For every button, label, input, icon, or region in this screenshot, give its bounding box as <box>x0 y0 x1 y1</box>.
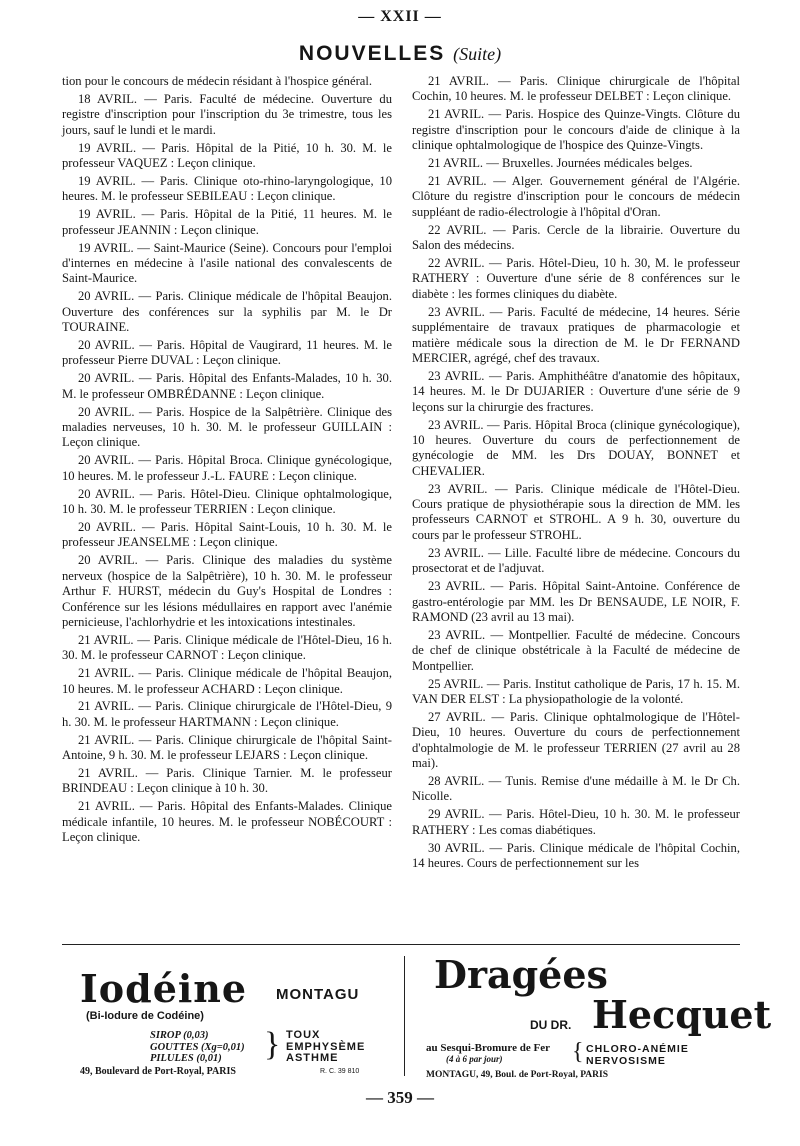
news-entry: 22 AVRIL. — Paris. Hôtel-Dieu, 10 h. 30, M. le professeur RATHERY : Ouverture d'une série de 8 conférences sur le diabète : les formes cliniques du diabète. <box>412 255 740 301</box>
news-entry: 23 AVRIL. — Paris. Hôpital Saint-Antoine. Conférence de gastro-entérologie par MM. les Dr BENSAUDE, LE NOIR, F. RAMOND (23 avril au 13 mai). <box>412 579 740 624</box>
news-entry: 20 AVRIL. — Paris. Hôpital Broca. Clinique gynécologique, 10 heures. M. le professeur J.-L. FAURE : Leçon clinique. <box>62 453 392 483</box>
news-entry: 20 AVRIL. — Paris. Hôpital des Enfants-Malades, 10 h. 30. M. le professeur OMBRÉDANNE : Leçon clinique. <box>62 371 392 401</box>
news-entry: 20 AVRIL. — Paris. Hôpital de Vaugirard, 11 heures. M. le professeur Pierre DUVAL : Leçon clinique. <box>62 338 392 368</box>
iodeine-form-item: PILULES (0,01) <box>150 1053 222 1064</box>
news-entry: 22 AVRIL. — Paris. Cercle de la librairie. Ouverture du Salon des médecins. <box>412 222 740 253</box>
iodeine-indication: ASTHME <box>286 1052 339 1064</box>
news-entry: 21 AVRIL. — Paris. Clinique chirurgicale de l'hôpital Saint-Antoine, 9 h. 30. M. le professeur LEJARS : Leçon clinique. <box>62 732 392 763</box>
news-entry: 20 AVRIL. — Paris. Hôpital Saint-Louis, 10 h. 30. M. le professeur JEANSELME : Leçon clinique. <box>62 519 392 550</box>
news-entry: 21 AVRIL. — Paris. Hôpital des Enfants-Malades. Clinique médicale infantile, 10 heures. M. le professeur NOBÉCOURT : Leçon clinique. <box>62 799 392 845</box>
news-entry: 23 AVRIL. — Montpellier. Faculté de médecine. Concours de chef de clinique obstétricale à la Faculté de médecine de Montpellier. <box>412 627 740 673</box>
news-entry: 20 AVRIL. — Paris. Hôtel-Dieu. Clinique ophtalmologique, 10 h. 30. M. le professeur TERRIEN : Leçon clinique. <box>62 486 392 517</box>
section-title-text: NOUVELLES <box>298 42 446 65</box>
iodeine-form-item: GOUTTES (Xg=0,01) <box>150 1041 245 1053</box>
news-entry: 23 AVRIL. — Paris. Hôpital Broca (clinique gynécologique), 10 heures. Ouverture du cours de perfectionnement de gynécologie de MM. les Drs DOUAY, BONNET et CHEVALIER. <box>412 417 740 478</box>
dragees-indication: CHLORO-ANÉMIE <box>586 1043 689 1055</box>
brace-icon: } <box>264 1026 281 1063</box>
news-entry: 21 AVRIL. — Paris. Clinique médicale de l'Hôtel-Dieu, 16 h. 30. M. le professeur CARNOT : Leçon clinique. <box>62 632 392 663</box>
iodeine-forms <box>150 1030 245 1065</box>
news-entry: tion pour le concours de médecin résidant à l'hospice général. <box>62 74 373 88</box>
news-entry: 28 AVRIL. — Tunis. Remise d'une médaille à M. le Dr Ch. Nicolle. <box>412 773 740 804</box>
dragees-address: MONTAGU, 49, Boul. de Port-Royal, PARIS <box>426 1070 608 1080</box>
brace-icon: { <box>572 1039 584 1065</box>
iodeine-name: Iodéine <box>80 966 248 1011</box>
news-entry: 23 AVRIL. — Paris. Faculté de médecine, 14 heures. Série supplémentaire de travaux pratiques de pharmacologie et matière médicale sous la direction de M. le Dr FERNAND MERCIER, agrégé, chef des travaux. <box>412 304 740 365</box>
advertisement-iodeine <box>80 960 390 1080</box>
iodeine-brand: MONTAGU <box>276 986 360 1003</box>
iodeine-subtitle: (Bi-Iodure de Codéine) <box>86 1010 204 1022</box>
news-entry: 20 AVRIL. — Paris. Clinique des maladies du système nerveux (hospice de la Salpêtrière), 10 h. 30. M. le professeur Arthur F. HURST, médecin du Guy's Hospital de Londres : Conférence sur les lésions médullaires en rapport avec l'anémie pernicieuse, l'achlorhydrie et les intoxications intestinales. <box>62 553 392 629</box>
news-entry: 21 AVRIL. — Paris. Clinique chirurgicale de l'Hôtel-Dieu, 9 h. 30. M. le professeur HARTMANN : Leçon clinique. <box>62 699 392 729</box>
iodeine-address: 49, Boulevard de Port-Royal, PARIS <box>80 1066 236 1077</box>
page-roman-number: — XXII — <box>358 8 442 25</box>
iodeine-indication: EMPHYSÈME <box>286 1040 366 1053</box>
iodeine-indications <box>286 1030 365 1065</box>
news-entry: 21 AVRIL. — Paris. Clinique Tarnier. M. le professeur BRINDEAU : Leçon clinique à 10 h. 30. <box>62 766 392 796</box>
iodeine-form-item: SIROP (0,03) <box>150 1030 209 1041</box>
right-column <box>412 74 740 874</box>
iodeine-indication: TOUX <box>286 1029 321 1041</box>
news-entry: 23 AVRIL. — Paris. Clinique médicale de l'Hôtel-Dieu. Cours pratique de physiothérapie sous la direction de MM. les professeurs CARNOT et STROHL. A 9 h. 30, ouverture du cours par le professeur STROHL. <box>412 481 740 542</box>
news-entry: 21 AVRIL. — Alger. Gouvernement général de l'Algérie. Clôture du registre d'inscription pour le concours de médecin suppléant de radio-électrologie à l'hôpital d'Oran. <box>412 173 740 219</box>
news-entry: 18 AVRIL. — Paris. Faculté de médecine. Ouverture du registre d'inscription pour l'inscription du 3e trimestre, tous les jours, sauf le lundi et le mardi. <box>62 91 392 137</box>
news-entry: 21 AVRIL. — Bruxelles. Journées médicales belges. <box>428 156 693 171</box>
page-number: — 359 — <box>366 1088 434 1107</box>
news-entry: 30 AVRIL. — Paris. Clinique médicale de l'hôpital Cochin, 14 heures. Cours de perfectionnement sur les <box>412 840 740 870</box>
dragees-doctor-name: Hecquet <box>592 992 772 1037</box>
dragees-indications <box>586 1044 689 1067</box>
news-entry: 23 AVRIL. — Lille. Faculté libre de médecine. Concours du prosectorat et de l'adjuvat. <box>412 545 740 576</box>
news-entry: 23 AVRIL. — Paris. Amphithéâtre d'anatomie des hôpitaux, 14 heures. M. le Dr DUJARIER : Ouverture d'une série de 9 leçons sur la chirurgie des fractures. <box>412 368 740 414</box>
news-entry: 20 AVRIL. — Paris. Clinique médicale de l'hôpital Beaujon. Ouverture des conférences sur la syphilis par M. le Dr TOURAINE. <box>62 289 392 335</box>
news-entry: 27 AVRIL. — Paris. Clinique ophtalmologique de l'Hôtel-Dieu, 10 heures. Ouverture du cours de perfectionnement d'ophtalmologie de M. le professeur TERRIEN (27 avril au 28 mai). <box>412 709 740 771</box>
advertisement-top-rule <box>62 944 740 945</box>
dragees-name: Dragées <box>434 952 608 997</box>
advertisement-divider <box>404 956 405 1076</box>
news-entry: 21 AVRIL. — Paris. Clinique chirurgicale de l'hôpital Cochin, 10 heures. M. le professeur DELBET : Leçon clinique. <box>412 74 740 104</box>
news-entry: 21 AVRIL. — Paris. Hospice des Quinze-Vingts. Clôture du registre d'inscription pour le concours d'aide de clinique à la clinique ophtalmologique de l'hospice des Quinze-Vingts. <box>412 107 740 153</box>
news-entry: 19 AVRIL. — Saint-Maurice (Seine). Concours pour l'emploi d'internes en médecine à l'asile national des convalescents de Saint-Maurice. <box>62 240 392 286</box>
section-title <box>0 42 800 66</box>
news-entry: 29 AVRIL. — Paris. Hôtel-Dieu, 10 h. 30. M. le professeur RATHERY : Les comas diabétiques. <box>412 807 740 837</box>
news-entry: 21 AVRIL. — Paris. Clinique médicale de l'hôpital Beaujon, 10 heures. M. le professeur ACHARD : Leçon clinique. <box>62 666 392 696</box>
dragees-indication: NERVOSISME <box>586 1054 666 1067</box>
news-entry: 25 AVRIL. — Paris. Institut catholique de Paris, 17 h. 15. M. VAN DER ELST : La physiopathologie de la volonté. <box>412 676 740 706</box>
advertisement-dragees <box>420 952 772 1082</box>
news-entry: 20 AVRIL. — Paris. Hospice de la Salpêtrière. Clinique des maladies nerveuses, 10 h. 30. M. le professeur GUILLAIN : Leçon clinique. <box>62 404 392 450</box>
iodeine-rc: R. C. 39 810 <box>320 1068 360 1075</box>
news-entry: 19 AVRIL. — Paris. Clinique oto-rhino-laryngologique, 10 heures. M. le professeur SEBILEAU : Leçon clinique. <box>62 173 392 204</box>
dragees-du-dr: DU DR. <box>530 1018 572 1032</box>
news-entry: 19 AVRIL. — Paris. Hôpital de la Pitié, 11 heures. M. le professeur JEANNIN : Leçon clinique. <box>62 207 392 237</box>
dragees-dose: (4 à 6 par jour) <box>446 1054 503 1064</box>
news-entry: 19 AVRIL. — Paris. Hôpital de la Pitié, 10 h. 30. M. le professeur VAQUEZ : Leçon clinique. <box>62 140 392 171</box>
dragees-composition: au Sesqui-Bromure de Fer <box>426 1042 550 1054</box>
section-title-suffix: (Suite) <box>453 44 502 64</box>
left-column <box>62 74 392 848</box>
